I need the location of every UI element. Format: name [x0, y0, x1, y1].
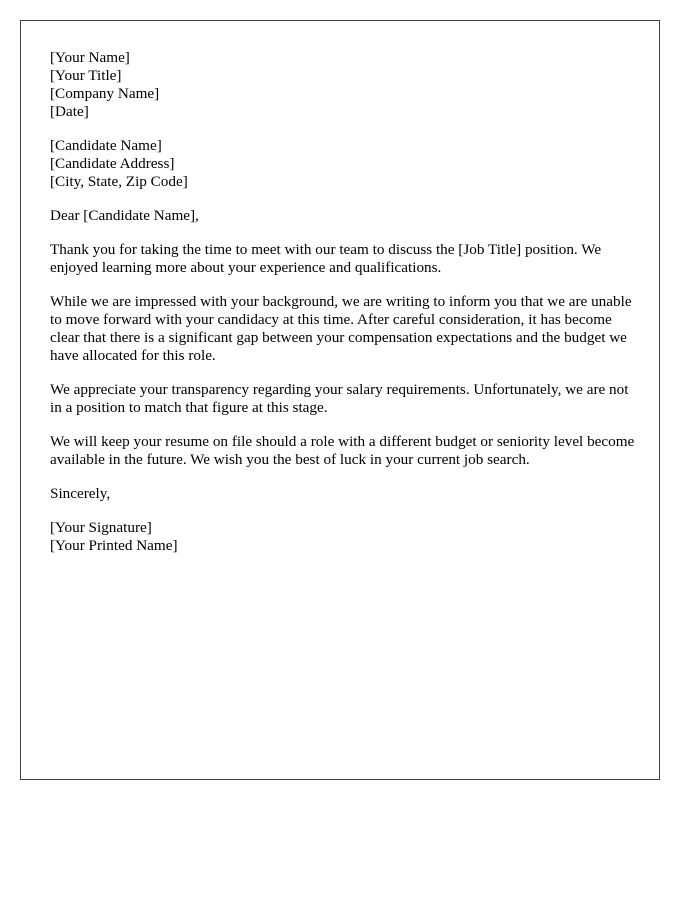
- signature-block: [50, 519, 635, 555]
- salutation: Dear [Candidate Name],: [50, 207, 199, 224]
- body-paragraph-2: While we are impressed with your background, we are writing to inform you that we are unable to move forward with your candidacy at this time. After careful consideration, it has become clear that there is a significant gap between your compensation expectations and the budget we have allocated for this role.: [50, 293, 632, 364]
- body-paragraph-4: We will keep your resume on file should a role with a different budget or seniority level become available in the future. We wish you the best of luck in your current job search.: [50, 433, 635, 468]
- sender-block: [50, 49, 635, 121]
- letter-page: [20, 20, 660, 780]
- recipient-name: [Candidate Name]: [50, 137, 162, 154]
- sender-name: [Your Name]: [50, 49, 130, 66]
- recipient-city-state-zip: [City, State, Zip Code]: [50, 173, 188, 190]
- body-paragraph-3: We appreciate your transparency regarding your salary requirements. Unfortunately, we are not in a position to match that figure at this stage.: [50, 381, 629, 416]
- letter-date: [Date]: [50, 103, 89, 120]
- printed-name: [Your Printed Name]: [50, 537, 178, 554]
- body-paragraph-1: Thank you for taking the time to meet with our team to discuss the [Job Title] position. We enjoyed learning more about your experience and qualifications.: [50, 241, 602, 276]
- recipient-block: [50, 137, 635, 191]
- sender-company: [Company Name]: [50, 85, 160, 102]
- closing: Sincerely,: [50, 485, 111, 502]
- recipient-address: [Candidate Address]: [50, 155, 175, 172]
- signature-line: [Your Signature]: [50, 519, 152, 536]
- sender-title: [Your Title]: [50, 67, 122, 84]
- letter-content: [50, 49, 635, 571]
